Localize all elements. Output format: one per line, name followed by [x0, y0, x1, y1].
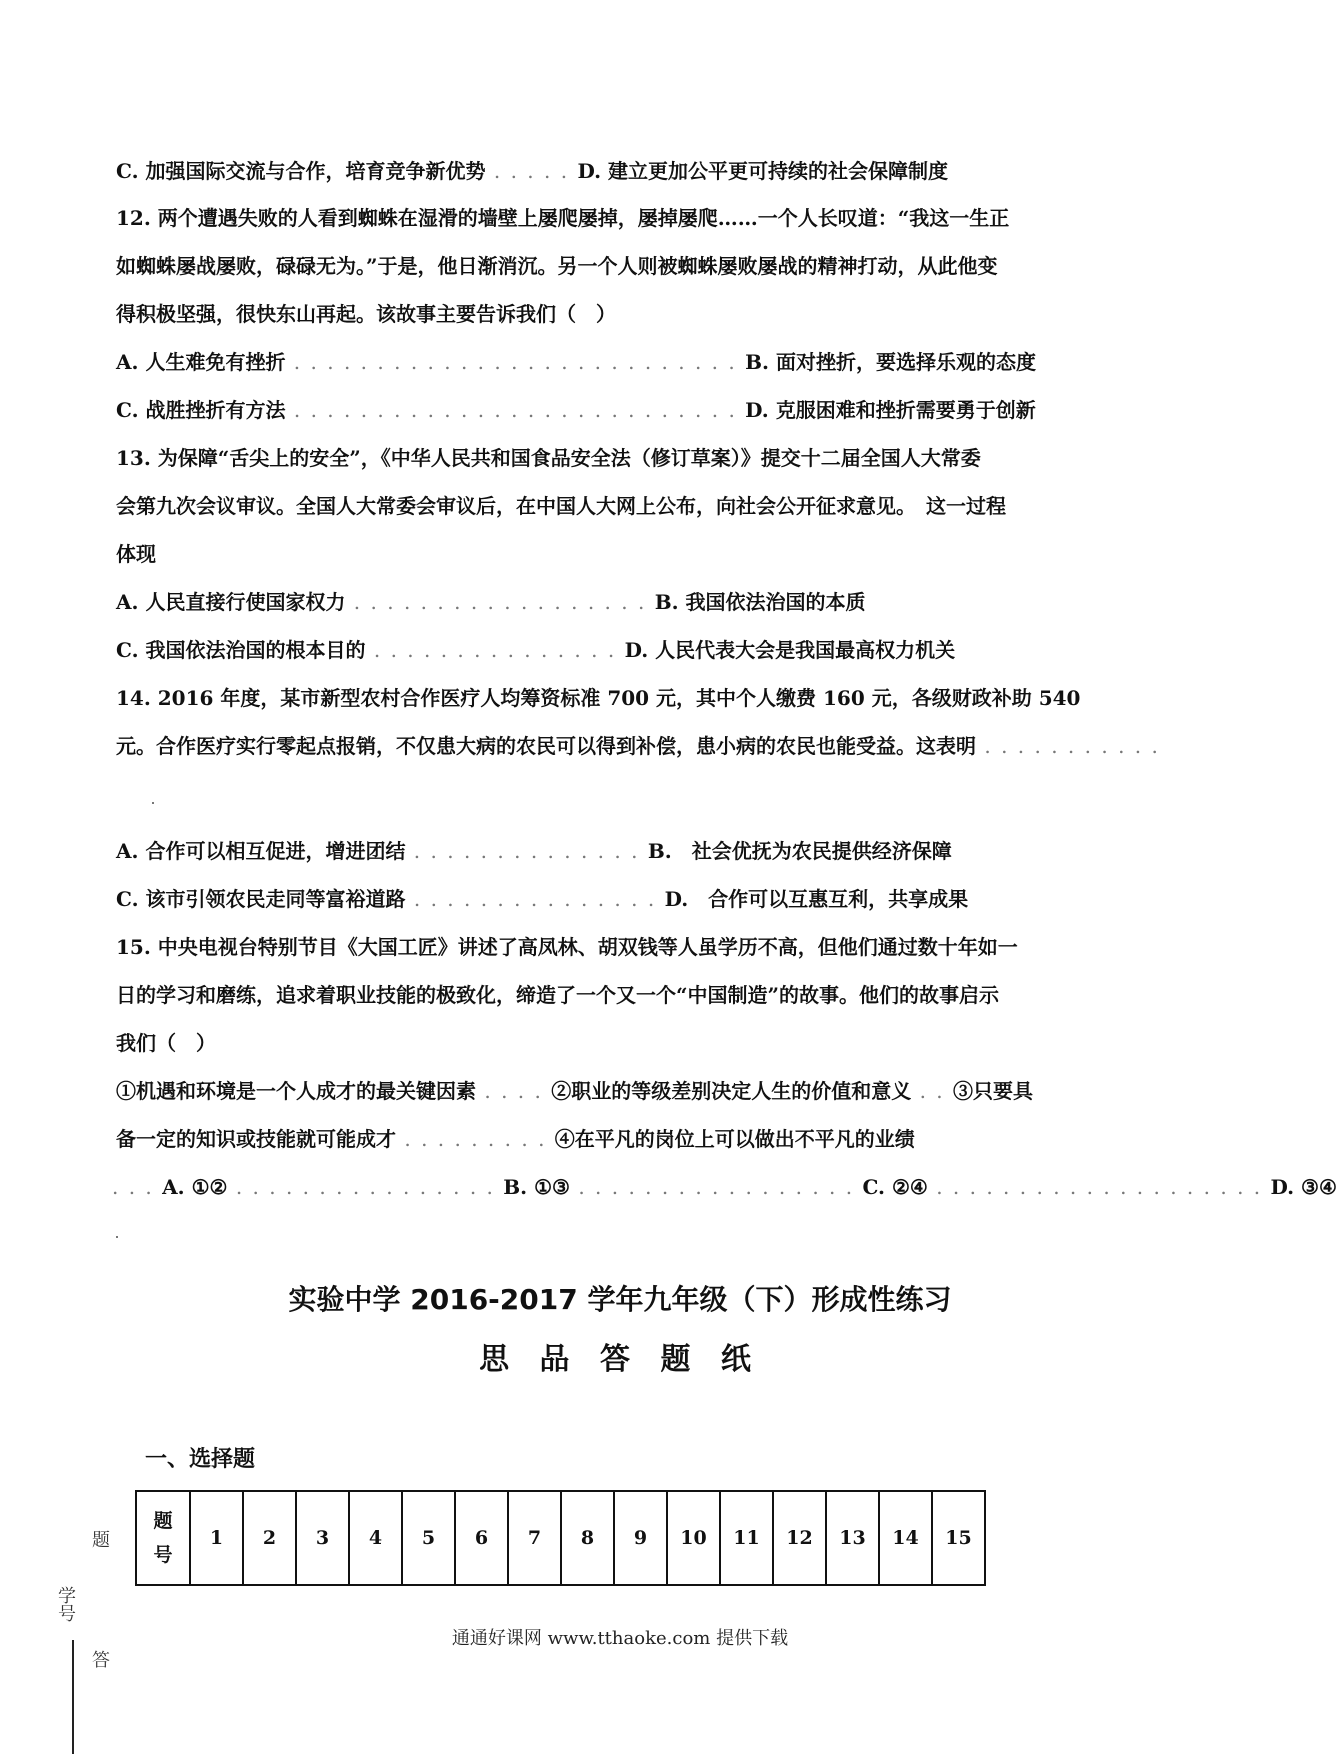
q15-text-line2: 日的学习和磨练，追求着职业技能的极致化，缔造了一个又一个“中国制造”的故事。他们的故事启示	[116, 983, 1000, 1007]
question-number-cell: 6	[455, 1491, 508, 1585]
q15-statement-3-cont: 备一定的知识或技能就可能成才	[116, 1127, 396, 1151]
q15-option-c: C. ②④	[862, 1175, 928, 1199]
q12-option-a: A. 人生难免有挫折	[116, 350, 286, 374]
q15-statements-row-2: 备一定的知识或技能就可能成才 . . . . . . . . . ④在平凡的岗位上可以做出不平凡的业绩	[116, 1127, 915, 1151]
q13-option-a: A. 人民直接行使国家权力	[116, 590, 346, 614]
margin-label-student-id: 学号	[55, 1586, 76, 1622]
q15-option-b: B. ①③	[503, 1175, 570, 1199]
question-number-cell: 8	[561, 1491, 614, 1585]
question-number-cell: 10	[667, 1491, 720, 1585]
question-number-cell: 9	[614, 1491, 667, 1585]
question-number-cell: 4	[349, 1491, 402, 1585]
question-number-cell: 7	[508, 1491, 561, 1585]
question-number-cell: 14	[879, 1491, 932, 1585]
q13-option-row-2: C. 我国依法治国的根本目的 . . . . . . . . . . . . . . . D. 人民代表大会是我国最高权力机关	[116, 638, 956, 662]
q15-option-row: . . . A. ①② . . . . . . . . . . . . . . . . B. ①③ . . . . . . . . . . . . . . . . . C. ②④ . . . . . . . . . . . . . . . . . . . . D. ③④	[112, 1175, 1337, 1199]
answer-sheet-subtitle: 思 品 答 题 纸	[479, 1342, 761, 1377]
question-number-cell: 15	[932, 1491, 985, 1585]
q14-option-row-2: C. 该市引领农民走同等富裕道路 . . . . . . . . . . . . . . . D. 合作可以互惠互利，共享成果	[116, 887, 969, 911]
stray-dot	[116, 1236, 118, 1238]
stray-dot	[152, 802, 154, 804]
q12-option-row-2: C. 战胜挫折有方法 . . . . . . . . . . . . . . . . . . . . . . . . . . . D. 克服困难和挫折需要勇于创新	[116, 398, 1036, 422]
question-number-cell: 5	[402, 1491, 455, 1585]
q12-option-d: D. 克服困难和挫折需要勇于创新	[745, 398, 1036, 422]
q15-statement-2: ②职业的等级差别决定人生的价值和意义	[551, 1079, 912, 1103]
q11-option-d: D. 建立更加公平更可持续的社会保障制度	[577, 159, 948, 183]
q11-option-row: C. 加强国际交流与合作，培育竞争新优势 . . . . . D. 建立更加公平更可持续的社会保障制度	[116, 159, 948, 183]
q13-text-line2: 会第九次会议审议。全国人大常委会审议后，在中国人大网上公布，向社会公开征求意见。 这一过程	[116, 494, 1006, 518]
q13-option-c: C. 我国依法治国的根本目的	[116, 638, 366, 662]
q11-option-c: C. 加强国际交流与合作，培育竞争新优势	[116, 159, 486, 183]
margin-label-ti: 题	[89, 1530, 110, 1548]
question-number-cell: 11	[720, 1491, 773, 1585]
question-number-cell: 1	[190, 1491, 243, 1585]
q14-option-d: D. 合作可以互惠互利，共享成果	[664, 887, 969, 911]
section-heading-choice: 一、选择题	[145, 1447, 256, 1472]
q14-text-line2: 元。合作医疗实行零起点报销，不仅患大病的农民可以得到补偿，患小病的农民也能受益。这表明 . . . . . . . . . . .	[116, 734, 1160, 758]
q13-text-line3: 体现	[116, 542, 156, 566]
q15-option-a: A. ①②	[162, 1175, 228, 1199]
question-number-cell: 2	[243, 1491, 296, 1585]
q15-statements-row-1: ①机遇和环境是一个人成才的最关键因素 . . . . ②职业的等级差别决定人生的价值和意义 . . ③只要具	[116, 1079, 1034, 1103]
q12-text-line2: 如蜘蛛屡战屡败，碌碌无为。”于是，他日渐消沉。另一个人则被蜘蛛屡败屡战的精神打动，从此他变	[116, 254, 998, 278]
q13-option-b: B. 我国依法治国的本质	[654, 590, 866, 614]
q15-statement-3: ③只要具	[953, 1079, 1034, 1103]
q14-option-b: B. 社会优抚为农民提供经济保障	[647, 839, 952, 863]
margin-label-da: 答	[89, 1650, 110, 1668]
answer-table	[135, 1490, 986, 1586]
q15-text-line3: 我们（ ）	[116, 1031, 216, 1055]
q14-option-a: A. 合作可以相互促进，增进团结	[116, 839, 406, 863]
question-number-cell: 12	[773, 1491, 826, 1585]
table-row	[136, 1491, 985, 1585]
q14-text-line1: 14. 2016 年度，某市新型农村合作医疗人均筹资标准 700 元，其中个人缴费 160 元，各级财政补助 540	[116, 686, 1081, 710]
answer-sheet-title: 实验中学 2016-2017 学年九年级（下）形成性练习	[288, 1283, 952, 1316]
question-number-cell: 13	[826, 1491, 879, 1585]
question-number-cell: 3	[296, 1491, 349, 1585]
q13-option-row-1: A. 人民直接行使国家权力 . . . . . . . . . . . . . . . . . . B. 我国依法治国的本质	[116, 590, 866, 614]
q12-option-row-1: A. 人生难免有挫折 . . . . . . . . . . . . . . . . . . . . . . . . . . . B. 面对挫折，要选择乐观的态度	[116, 350, 1036, 374]
q15-statement-1: ①机遇和环境是一个人成才的最关键因素	[116, 1079, 476, 1103]
table-head-cell: 题号	[136, 1491, 190, 1585]
q12-text-line1: 12. 两个遭遇失败的人看到蜘蛛在湿滑的墙壁上屡爬屡掉，屡掉屡爬……一个人长叹道：“我这一生正	[116, 206, 1010, 230]
q12-text-line3: 得积极坚强，很快东山再起。该故事主要告诉我们（ ）	[116, 302, 616, 326]
q13-text-line1: 13. 为保障“舌尖上的安全”，《中华人民共和国食品安全法（修订草案）》提交十二届全国人大常委	[116, 446, 981, 470]
q13-option-d: D. 人民代表大会是我国最高权力机关	[624, 638, 956, 662]
q15-text-line1: 15. 中央电视台特别节目《大国工匠》讲述了高凤林、胡双钱等人虽学历不高，但他们通过数十年如一	[116, 935, 1018, 959]
q12-option-b: B. 面对挫折，要选择乐观的态度	[745, 350, 1036, 374]
q15-option-d: D. ③④	[1270, 1175, 1337, 1199]
footer-source: 通通好课网 www.tthaoke.com 提供下载	[451, 1628, 789, 1649]
q14-option-row-1: A. 合作可以相互促进，增进团结 . . . . . . . . . . . . . . B. 社会优抚为农民提供经济保障	[116, 839, 952, 863]
q15-statement-4: ④在平凡的岗位上可以做出不平凡的业绩	[554, 1127, 915, 1151]
margin-binding-line	[72, 1640, 74, 1754]
q14-option-c: C. 该市引领农民走同等富裕道路	[116, 887, 406, 911]
q12-option-c: C. 战胜挫折有方法	[116, 398, 286, 422]
